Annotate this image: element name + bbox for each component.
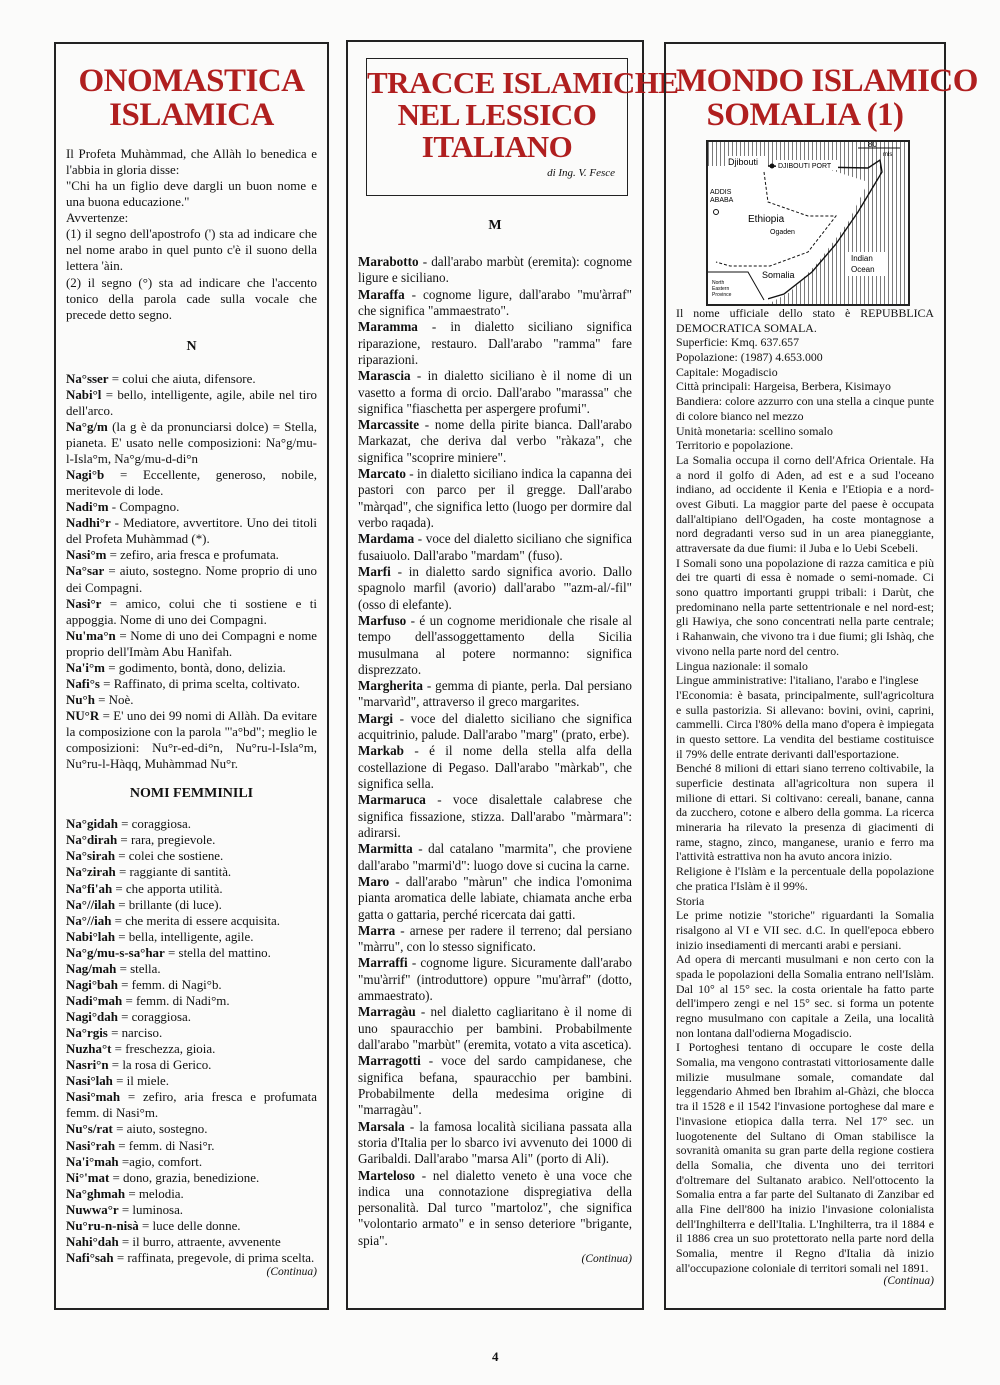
entry-definition: - é un cognome meridionale che risale al tempo dell'assoggettamento della Sicilia musulmana al potere normanno: significa disprezzato. xyxy=(358,612,632,677)
paragraph: l'Economia: è basata, principalmente, sull'agricoltura e sulla pastorizia. Si allevano: bovini, ovini, caprini, cammelli. Circa l'80% della mano d'opera è impiegata in questo settore. La vendita del bestiame costituisce il 79% delle entrate derivanti dall'esportazione. xyxy=(676,687,934,761)
entry xyxy=(66,1025,317,1041)
entry-term: Na°sar xyxy=(66,563,105,579)
entry xyxy=(66,419,317,467)
entry xyxy=(66,563,317,595)
entry xyxy=(66,515,317,547)
continua-label: (Continua) xyxy=(266,1266,317,1278)
entry-definition: - la famosa località siciliana passata alla storia d'Italia per lo sbarco ivi avvenuto dei 1000 di Garibaldi. Dall'arabo "marsa Ali" (porto di Ali). xyxy=(358,1118,632,1167)
entry xyxy=(66,832,317,848)
entry-term: Maro xyxy=(358,873,390,889)
entry-definition: = stella. xyxy=(116,960,161,976)
title-line: NEL LESSICO xyxy=(397,97,597,132)
entry xyxy=(358,1119,632,1168)
entry-definition: = stella del mattino. xyxy=(164,944,271,960)
entry-definition: = colui che aiuta, difensore. xyxy=(108,370,256,386)
label-ogaden: Ogaden xyxy=(770,229,795,236)
entry-term: Nagi°bah xyxy=(66,976,118,992)
entry xyxy=(358,678,632,711)
intro-text: "Chi ha un figlio deve dargli un buon nome e una buona educazione." xyxy=(66,178,317,210)
entry-term: Marragotti xyxy=(358,1053,421,1069)
entry-definition: - dall'arabo marbùt (eremita): cognome ligure e siciliano. xyxy=(358,254,632,286)
entry-term: Nabi°l xyxy=(66,386,102,402)
entry xyxy=(66,977,317,993)
continua-label: (Continua) xyxy=(883,1275,934,1288)
entry-definition: - dal catalano "marmita", che proviene dall'arabo "marmi'd": luogo dove si cucina la carne. xyxy=(358,841,632,873)
entry-term: Markab xyxy=(358,743,404,759)
entry xyxy=(66,864,317,880)
entry-definition: = femm. di Nagi°b. xyxy=(117,976,222,992)
entry-term: Na°rgis xyxy=(66,1025,108,1041)
paragraph: Superficie: Kmq. 637.657 xyxy=(676,335,800,350)
paragraph: Le prime notizie "storiche" riguardanti la Somalia risalgono al VI e VII sec. d.C. In quell'epoca ebbero inizio insediamenti di mercanti arabi e persiani. xyxy=(676,908,934,952)
entry-definition: = che merita di essere acquisita. xyxy=(111,912,281,928)
entry-term: Nasi°r xyxy=(66,595,102,611)
entry-term: Nasi°lah xyxy=(66,1073,113,1089)
entry-term: Na'i°m xyxy=(66,659,105,675)
entry-term: Nasi°mah xyxy=(66,1089,121,1105)
title-line: ITALIANO xyxy=(421,129,573,164)
column-somalia xyxy=(664,42,978,1310)
entry-definition: - voce disalettale calabrese che significa fissazione, stizza. Dall'arabo "màrmara": adirarsi. xyxy=(358,792,632,840)
entry-definition: - cognome ligure, dall'arabo "mu'àrraf" che significa "ammaestrato". xyxy=(358,286,632,318)
title-box xyxy=(366,58,679,196)
entry-term: Na°sser xyxy=(66,370,109,386)
entry-definition: =agio, comfort. xyxy=(118,1153,203,1169)
entry-definition: - in dialetto siciliano indica la capanna dei pastori con parco per il gregge. Dall'arabo "màrqad", che significa letto (luogo per dormire dal verbo raqada). xyxy=(358,466,632,530)
entry xyxy=(66,1202,317,1218)
entry-term: Nadhi°r xyxy=(66,515,111,531)
entry xyxy=(66,547,317,563)
entry-definition: = il burro, attraente, avvenente xyxy=(118,1233,281,1249)
entry-term: Ni°'mat xyxy=(66,1169,110,1185)
entry xyxy=(66,1234,317,1250)
entry-definition: = Noè. xyxy=(94,691,134,707)
paragraph: Ad opera di mercanti musulmani e non certo con la spada le popolazioni della Somalia entrano nell'Islàm. Dal 10° al 15° sec. la costa orientale ha fatto parte dell'impero zengi e nel 15° sec. si forma un potente regno musulmano con capitale a Zeila, una località non lontana dall'odierna Mogadiscio. xyxy=(676,952,934,1040)
entry xyxy=(358,841,632,874)
entry-definition: - Mediatore, avvertitore. Uno dei titoli del Profeta Muhàmmad (*). xyxy=(66,515,317,547)
entry xyxy=(66,929,317,945)
entry xyxy=(358,792,632,841)
entry xyxy=(358,564,632,613)
entry-definition: = il miele. xyxy=(112,1073,170,1089)
section-letter: M xyxy=(488,218,502,233)
entry xyxy=(66,596,317,628)
entry-term: Nahi°dah xyxy=(66,1233,119,1249)
entry xyxy=(358,923,632,956)
entry-term: Marfi xyxy=(358,563,391,579)
entry xyxy=(66,387,317,419)
entry-definition: - nel dialetto veneto è una voce che indica una connotazione dispregiativa della personalità. Dal turco "martoloz", che significa "volontario armato" e in senso deteriore "brigante, spia". xyxy=(358,1167,632,1248)
entry-definition: = Eccellente, generoso, nobile, meritevole di lode. xyxy=(66,467,317,499)
entry xyxy=(66,1041,317,1057)
entry-term: Nu°h xyxy=(66,691,95,707)
entry-definition: - é il nome della stella alfa della costellazione di Pegaso. Dall'arabo "màrkab", che significa sella. xyxy=(358,743,632,791)
paragraph: Bandiera: colore azzurro con una stella a cinque punte di colore bianco nel mezzo xyxy=(676,394,934,423)
entry xyxy=(66,1186,317,1202)
entry xyxy=(66,1154,317,1170)
entry-definition: = Nome di uno dei Compagni e nome proprio dell'Imàm Abu Hanìfah. xyxy=(66,627,317,659)
entry xyxy=(358,466,632,531)
entry-definition: = bella, intelligente, agile. xyxy=(115,928,254,944)
entry-definition: = godimento, bontà, dono, delizia. xyxy=(104,659,286,675)
entry-term: Marascia xyxy=(358,368,411,384)
entry xyxy=(66,816,317,832)
entry-definition: - arnese per radere il terreno; dal persiano "màrru", con lo stesso significato. xyxy=(358,922,632,955)
entry-definition: - dall'arabo "màrun" che indica l'omonima pianta aromatica delle labiate, chiamata anche erba gatta o gattaria, perché ricercata dai gatti. xyxy=(358,873,632,922)
female-names-list xyxy=(66,816,317,1266)
entry-definition: = aiuto, sostegno. xyxy=(112,1121,208,1137)
entry-term: Na°g/mu-s-sa°har xyxy=(66,944,165,960)
intro-text: Avvertenze: xyxy=(66,210,129,226)
entry-definition: = raggiante di santità. xyxy=(115,864,232,880)
entry-term: Marragàu xyxy=(358,1004,416,1020)
entry-term: Nasi°rah xyxy=(66,1137,116,1153)
tracce-article xyxy=(358,218,632,1265)
entry-term: Marsala xyxy=(358,1118,405,1134)
entry-term: Nagi°dah xyxy=(66,1009,118,1024)
title-line: SOMALIA (1) xyxy=(706,97,904,133)
entry xyxy=(66,1057,317,1073)
paragraph: Territorio e popolazione. xyxy=(676,438,794,453)
entry-definition: - voce del sardo campidanese, che significa befana, spauracchio per bambini. Probabilmente della medesima origine di "marragàu". xyxy=(358,1053,632,1118)
entry-term: Marmaruca xyxy=(358,792,426,808)
entry-definition: = aiuto, sostegno. Nome proprio di uno dei Compagni. xyxy=(66,563,317,595)
entry xyxy=(66,628,317,660)
entry-term: Marfuso xyxy=(358,612,407,628)
entry xyxy=(358,319,632,368)
entry-definition: = bello, intelligente, agile, abile nel tiro dell'arco. xyxy=(66,386,317,418)
entry xyxy=(358,1168,632,1250)
terms-list xyxy=(358,254,632,1249)
entry-term: Nu°ru-n-nisà xyxy=(66,1217,139,1233)
paragraph: Il nome ufficiale dello stato è REPUBBLICA DEMOCRATICA SOMALA. xyxy=(676,306,934,335)
paragraph: I Portoghesi tentano di occupare le coste della Somalia, ma vengono contrastati vittoriosamente dalle milizie musulmane somale, comandate dal leggendario Ahmed ben Ibrahim al-Ghàzi, che blocca tra il 1528 e il 1542 l'invasione portoghese dal mare e l'invasione etiopica dalla terra. Nel 17° sec. un luogotenente del Sultano di Oman stabilisce la sovranità omanita su gran parte della regione costiera della Somalia, che diventa uno dei territori d'oltremare del Sultanato arabico. Nell'ottocento la Somalia entra a far parte del Sultanato di Zanzibar ed alla Fine dell'800 ha inizio l'invasione colonialista dell'Inghilterra e dell'Italia. L'Inghilterra, tra il 1884 e il 1886 crea un suo protettorato nella parte nord della Somalia, mentre il Regno d'Italia dà inizio all'occupazione coloniale di territori somali nel 1891. xyxy=(676,1040,934,1275)
paragraph: Storia xyxy=(676,893,705,908)
entry xyxy=(358,417,632,466)
male-names-list xyxy=(66,371,317,773)
entry-term: Nafi°sah xyxy=(66,1249,114,1265)
byline: di Ing. V. Fesce xyxy=(547,167,615,179)
entry-term: Na°ghmah xyxy=(66,1185,126,1201)
entry-definition: = che apporta utilità. xyxy=(112,880,223,896)
somalia-map xyxy=(706,140,910,306)
somalia-article xyxy=(676,306,934,1287)
column-onomastica xyxy=(54,42,329,1310)
entry xyxy=(66,993,317,1009)
label-addis-1: ADDIS xyxy=(710,189,732,196)
paragraph: Capitale: Mogadiscio xyxy=(676,364,778,379)
entry xyxy=(66,1121,317,1137)
capital-marker xyxy=(714,210,719,215)
entry xyxy=(358,613,632,678)
entry-definition: = zefiro, aria fresca e profumata femm. di Nasi°m. xyxy=(66,1089,317,1121)
entry-definition: = femm. di Nadi°m. xyxy=(122,992,230,1008)
entry-term: Na°sirah xyxy=(66,848,116,864)
entry-definition: = la rosa di Gerico. xyxy=(108,1057,212,1073)
label-somalia: Somalia xyxy=(762,270,795,280)
entry xyxy=(66,692,317,708)
label-indian-2: Ocean xyxy=(851,265,875,274)
entry-term: Na°zirah xyxy=(66,864,116,880)
article-title xyxy=(66,64,317,132)
entry-definition: - in dialetto sardo significa avorio. Dallo spagnolo marfil (avorio) dall'arabo "'azm-al/-fil" (osso di elefante). xyxy=(358,563,632,612)
entry-definition: = coraggiosa. xyxy=(117,1009,191,1024)
title-line: ONOMASTICA xyxy=(78,63,305,99)
paragraph: Unità monetaria: scellino somalo xyxy=(676,423,833,438)
entry xyxy=(66,848,317,864)
paragraph: Religione è l'Islàm e la percentuale della popolazione che pratica l'Islàm è il 99%. xyxy=(676,864,934,893)
entry xyxy=(358,254,632,287)
entry-definition: = melodia. xyxy=(125,1185,184,1201)
entry-term: Maraffa xyxy=(358,286,405,302)
entry-term: Marcassite xyxy=(358,417,420,433)
entry-term: Nasri°n xyxy=(66,1057,109,1073)
entry-term: Nuzha°t xyxy=(66,1041,112,1057)
label-nep-1: North xyxy=(712,280,725,286)
entry-term: Marraffi xyxy=(358,955,408,971)
paragraph: Lingue amministrative: l'italiano, l'arabo e l'inglese xyxy=(676,673,919,688)
label-djibouti: Djibouti xyxy=(728,157,759,167)
page-number: 4 xyxy=(492,1349,499,1364)
entry xyxy=(66,961,317,977)
paragraph: La Somalia occupa il corno dell'Africa Orientale. Ha a nord il golfo di Aden, ad est e a sud l'oceano indiano, ad occidente il Kenia e l'Etiopia e a nord-ovest Gibuti. La maggior parte del paese è occupata dall'altipiano dell'Ogaden, ha coste montagnose a nord degradanti verso sud in un area pianeggiante, attraversate da due fiumi: il Juba e lo Uebi Scebeli. xyxy=(676,452,934,555)
entry-term: Na°g/m xyxy=(66,418,108,434)
entry-definition: - voce del dialetto siciliano che significa fusaiuolo. Dall'arabo "mardam" (fuso). xyxy=(358,531,632,563)
entry-term: Nadi°mah xyxy=(66,992,123,1008)
entry-term: Nabi°lah xyxy=(66,928,116,944)
entry xyxy=(66,676,317,692)
entry-term: Nag/mah xyxy=(66,960,117,976)
entry-term: Nuwwa°r xyxy=(66,1201,119,1217)
entry-definition: = narciso. xyxy=(107,1025,163,1041)
entry xyxy=(66,1138,317,1154)
entry xyxy=(358,711,632,744)
entry-term: Nu'ma°n xyxy=(66,627,116,643)
somalia-title-area xyxy=(676,63,978,133)
column-tracce xyxy=(346,40,679,1310)
entry-term: Nadi°m xyxy=(66,499,109,515)
entry-definition: - voce del dialetto siciliano che significa acquitrinio, palude. Dall'arabo "marg" (prato, erbe). xyxy=(358,710,632,743)
entry-definition: = amico, colui che ti sostiene e ti appoggia. Nome di uno dei Compagni. xyxy=(66,595,317,627)
label-ethiopia: Ethiopia xyxy=(748,214,785,225)
entry xyxy=(66,499,317,515)
entry xyxy=(66,467,317,499)
entry-term: Na'i°mah xyxy=(66,1153,119,1169)
scale-unit: mls xyxy=(883,152,893,158)
intro-text: (2) il segno (°) sta ad indicare che l'accento tonico della parola cade sulla vocale che precede detto segno. xyxy=(66,274,317,322)
entry-term: Nagi°b xyxy=(66,467,105,483)
continua-label: (Continua) xyxy=(581,1253,632,1266)
entry-definition: = coraggiosa. xyxy=(117,816,191,832)
entry-term: Na°dirah xyxy=(66,832,118,848)
entry-term: Nafi°s xyxy=(66,675,100,691)
label-indian-1: Indian xyxy=(851,254,873,263)
entry-definition: = freschezza, gioia. xyxy=(111,1041,216,1057)
entry xyxy=(358,874,632,923)
entry-definition: = luce delle donne. xyxy=(138,1217,241,1233)
article-title xyxy=(367,65,679,164)
entry-definition: - in dialetto siciliano è il nome di un vasetto a forma di orcio. Dall'arabo "marassa" che significa "fiaschetta per aspergere profumi". xyxy=(358,368,632,416)
entry xyxy=(66,1073,317,1089)
intro-text: Il Profeta Muhàmmad, che Allàh lo benedica e l'abbia in gloria disse: xyxy=(66,146,317,178)
paragraph: Lingua nazionale: il somalo xyxy=(676,658,808,673)
entry-definition: = E' uno dei 99 nomi di Allàh. Da evitare la composizione con la parola "'a°bd"; meglio le composizioni: Nu°r-ed-di°n, Nu°ru-l-Isla°m, Nu°ru-l-Hàqq, Muhàmmad Nu°r. xyxy=(66,708,317,772)
entry-definition: = luminosa. xyxy=(118,1201,184,1217)
city-marker xyxy=(770,164,775,169)
entry xyxy=(358,368,632,417)
entry xyxy=(66,945,317,961)
entry xyxy=(66,1218,317,1234)
entry-term: NU°R xyxy=(66,708,100,723)
entry-definition: (la g è da pronunciarsi dolce) = Stella, pianeta. E' usato nelle composizioni: Na°g/mu-l-Isla°m, Na°g/mu-d-di°n xyxy=(66,418,317,466)
section-heading: NOMI FEMMINILI xyxy=(129,786,254,802)
entry xyxy=(66,1250,317,1266)
entry xyxy=(358,287,632,320)
entry-term: Na°fi'ah xyxy=(66,880,113,896)
entry-term: Na°gidah xyxy=(66,816,118,832)
entry xyxy=(66,881,317,897)
article-title xyxy=(676,63,978,133)
entry-definition: = raffinata, pregevole, di prima scelta. xyxy=(113,1249,315,1265)
entry-definition: - nel dialetto cagliaritano è il nome di uno spauracchio per bambini. Probabilmente dall'arabo "marbùt" (eremita, votato a vita ascetica). xyxy=(358,1004,632,1052)
title-line: ISLAMICA xyxy=(109,97,274,133)
onomastica-article xyxy=(66,64,317,1278)
entry-term: Margherita xyxy=(358,678,423,694)
entry-definition: = colei che sostiene. xyxy=(115,848,224,864)
entry xyxy=(66,660,317,676)
entry xyxy=(358,1053,632,1118)
entry-term: Marcato xyxy=(358,466,406,482)
paragraph: Benché 8 milioni di ettari siano terreno coltivabile, la superficie destinata all'agricoltura non supera il milione di ettari. Si coltivano: cereali, banane, canna da zucchero, cotone e albero della gomma. La ricerca mineraria ha rilevato la presenza di giacimenti di rame, stagno, zinco, manganese, uranio e ferro ma l'attività estrattiva non ha avuto ancora inizio. xyxy=(676,761,934,864)
entry-term: Nasi°m xyxy=(66,547,107,563)
entry-term: Marabotto xyxy=(358,254,419,269)
title-line: TRACCE ISLAMICHE xyxy=(367,65,679,100)
paragraph: Città principali: Hargeisa, Berbera, Kisimayo xyxy=(676,379,891,394)
entry xyxy=(358,743,632,792)
entry-term: Na°//iah xyxy=(66,912,112,928)
entry-definition: - nome della pirite bianca. Dall'arabo Markazat, che deriva dal verbo "ràkaza", che significa "scoprire miniere". xyxy=(358,417,632,465)
label-nep-3: Province xyxy=(712,292,732,298)
entry-term: Margi xyxy=(358,710,394,726)
entry-definition: - Compagno. xyxy=(108,499,180,515)
paragraph: I Somali sono una popolazione di razza camitica e più dei tre quarti di essa è nomade o semi-nomade. Ci sono quattro importanti gruppi tribali: i Darùt, che predominano nella parte settentrionale e nel nord-est; gli Hawiya, che sono concentrati nella parte centrale; i Rahanwain, che vivono tra i due fiumi; gli Ishàq, che vivono nella parte nord del centro. xyxy=(676,555,934,658)
entry-term: Nu°s/rat xyxy=(66,1121,113,1137)
entry xyxy=(66,708,317,772)
paragraph: Popolazione: (1987) 4.653.000 xyxy=(676,350,823,365)
entry-term: Marteloso xyxy=(358,1167,415,1183)
title-line: MONDO ISLAMICO xyxy=(676,63,978,99)
entry-definition: - gemma di piante, perla. Dal persiano "marvarìd", attraverso il greco margarites. xyxy=(358,678,632,710)
scale-value: 80 xyxy=(868,142,877,149)
entry-definition: = dono, grazia, benedizione. xyxy=(109,1169,260,1185)
section-letter: N xyxy=(186,338,197,354)
intro-text: (1) il segno dell'apostrofo (') sta ad indicare che nel nome arabo in quel punto c'è il suono della lettera 'àin. xyxy=(66,226,317,274)
entry-term: Marra xyxy=(358,922,396,938)
entry xyxy=(66,1089,317,1121)
entry-term: Na°//ilah xyxy=(66,896,116,912)
entry-definition: = zefiro, aria fresca e profumata. xyxy=(106,547,279,563)
entry-term: Mardama xyxy=(358,531,415,547)
entry-definition: - cognome ligure. Sicuramente dall'arabo "mu'àrrif" (introduttore) oppure "mu'àrraf" (dotto, ammaestrato). xyxy=(358,955,632,1004)
entry xyxy=(66,371,317,387)
entry xyxy=(66,897,317,913)
entry xyxy=(358,531,632,564)
entry xyxy=(66,1170,317,1186)
entry-definition: - in dialetto siciliano significa riparazione, restauro. Dall'arabo "ramma" fare riparazioni. xyxy=(358,319,632,367)
label-nep-2: Eastern xyxy=(712,286,730,292)
entry xyxy=(66,913,317,929)
entry-term: Maramma xyxy=(358,319,418,335)
label-addis-2: ABABA xyxy=(710,197,734,204)
entry-definition: = brillante (di luce). xyxy=(115,896,222,912)
entry xyxy=(358,1004,632,1053)
entry xyxy=(358,955,632,1004)
entry xyxy=(66,1009,317,1025)
label-djibouti-port: DJIBOUTI PORT xyxy=(778,163,832,170)
entry-term: Marmitta xyxy=(358,841,413,857)
entry-definition: = Raffinato, di prima scelta, coltivato. xyxy=(99,675,300,691)
entry-definition: = femm. di Nasi°r. xyxy=(115,1137,215,1153)
entry-definition: = rara, pregievole. xyxy=(117,832,216,848)
